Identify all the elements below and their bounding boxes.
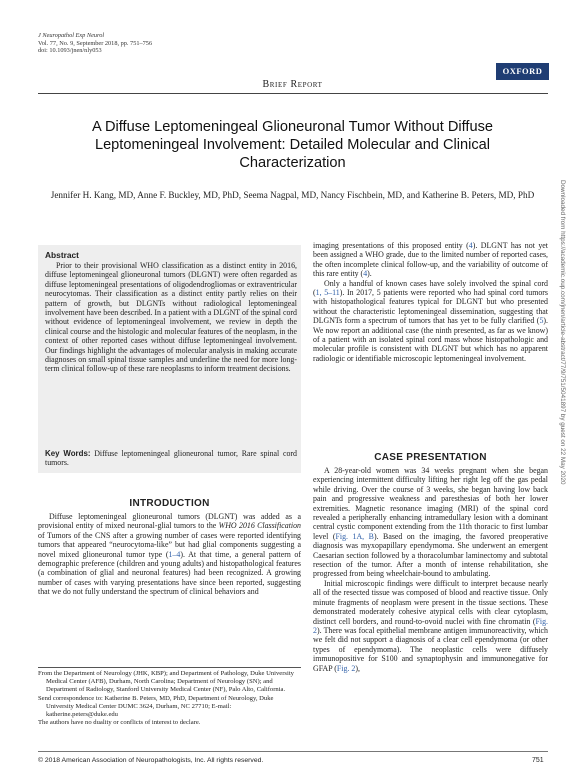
- header-rule: [38, 93, 548, 94]
- journal-doi: doi: 10.1093/jnen/nly053: [38, 47, 102, 55]
- journal-volume: Vol. 77, No. 9, September 2018, pp. 751–756: [38, 39, 153, 47]
- reference-link[interactable]: 1, 5–11: [315, 288, 340, 298]
- keywords: [45, 449, 297, 468]
- download-sidebar: [557, 180, 567, 610]
- case-presentation-text: [313, 466, 548, 673]
- reference-link[interactable]: 4: [468, 241, 473, 250]
- author-list: Jennifer H. Kang, MD, Anne F. Buckley, MD, PhD, Seema Nagpal, MD, Nancy Fischbein, MD, and Katherine B. Peters, MD, PhD: [50, 190, 535, 200]
- download-note: Downloaded from https://academic.oup.com/jnen/article-abstract/77/9/751/5041897 by guest on 22 May 2020: [559, 180, 566, 485]
- article-title: A Diffuse Leptomeningeal Glioneuronal Tumor Without Diffuse Leptomeningeal Involvement: Detailed Molecular and Clinical Characterization: [91, 119, 493, 171]
- case-paragraph-1: A 28-year-old women was 34 weeks pregnant when she began experiencing intermittent difficulty lifting her right leg off the gas pedal while driving. Over the course of 3 weeks, she began having low back pain and progressive weakness and paresthesias of both her lower extremities. Magnetic resonance imaging (MRI) of the spinal cord revealed a peripherally enhancing intramedullary lesion with a dominant central cystic component extending from the 11th thoracic to first lumbar level (Fig. 1A, B). Based on the imaging, the favored preoperative diagnosis was myxopapillary ependymoma. She underwent an emergent Caesarian section followed by a thoracolumbar laminectomy and subtotal resection of the tumor. After a month of intense rehabilitation, she progressed from being wheelchair-bound to ambulating.: [313, 466, 549, 579]
- figure-link[interactable]: Fig. 2: [336, 663, 356, 673]
- reference-link[interactable]: 5: [539, 316, 544, 326]
- journal-header: [38, 32, 152, 55]
- footer-rule: [38, 751, 548, 752]
- journal-name: J Neuropathol Exp Neurol: [38, 32, 105, 39]
- keywords-label: Key Words:: [45, 449, 91, 458]
- section-label: Brief Report: [262, 79, 323, 90]
- introduction-text: [38, 512, 301, 597]
- reference-link[interactable]: 1–4: [168, 549, 181, 559]
- figure-link[interactable]: Fig. 1A, B: [335, 531, 374, 541]
- case-paragraph-2: Initial microscopic findings were difficult to interpret because nearly all of the resected tissue was composed of blood and reactive tissue. Only minute fragments of neoplasm were present in the tissue sections. These demonstrated moderately cohesive atypical cells with clear cytoplasm, distinct cell borders, and round-to-ovoid nuclei with fine chromatin (Fig. 2). There was focal epithelial membrane antigen immunoreactivity, which we felt did not support a diagnosis of a clear cell ependymoma (or other types of ependymoma). The neoplastic cells were diffusely immunopositive for S100 and synaptophysin and immunonegative for GFAP (Fig. 2),: [313, 578, 548, 673]
- affiliation-note: From the Department of Neurology (JHK, KBP); and Department of Pathology, Duke University Medical Center (AFB), Durham, North Carolina; Department of Neurology (SN); and Department of Radiology, Stanford University Medical Center (NF), Palo Alto, California.: [38, 670, 294, 694]
- copyright: © 2018 American Association of Neuropathologists, Inc. All rights reserved.: [38, 757, 264, 764]
- keywords-text: Diffuse leptomeningeal glioneuronal tumor, Rare spinal cord tumors.: [45, 449, 297, 468]
- oxford-logo: OXFORD: [496, 63, 549, 80]
- continuation-paragraph: imaging presentations of this proposed entity (4). DLGNT has not yet been assigned a WHO grade, due to the limited number of reported cases, the often incomplete clinical follow-up, and the variability of outcome of this rare entity (4).: [313, 241, 548, 279]
- abstract-heading: Abstract: [45, 250, 79, 260]
- figure-link[interactable]: Fig. 2: [313, 616, 548, 635]
- footnote-rule: [38, 667, 301, 668]
- case-presentation-heading: CASE PRESENTATION: [374, 452, 487, 463]
- conflicts-note: The authors have no duality or conflicts of interest to declare.: [38, 719, 201, 727]
- page-number: 751: [532, 757, 544, 764]
- abstract-text: [45, 261, 297, 374]
- spinal-cord-paragraph: Only a handful of known cases have solely involved the spinal cord (1, 5–11). In 2017, 5 patients were reported who had spinal cord tumors with histopathological features typical for DLGNT but who presented without the characteristic leptomeningeal dissemination, suggesting that DLGNTs form a spectrum of tumors that has yet to be fully clarified (5). We now report an additional case (the ninth presented, as far as we know) of a patient with an isolated spinal cord mass whose histopathologic and molecular profile is consistent with DLGNT but which has no apparent radiologic or identifiable microscopic leptomeningeal involvement.: [313, 278, 548, 363]
- introduction-heading: INTRODUCTION: [129, 498, 210, 509]
- footnotes: [38, 670, 301, 727]
- right-column-text: [313, 241, 548, 363]
- correspondence-note: Send correspondence to: Katherine B. Peters, MD, PhD, Department of Neurology, Duke University Medical Center DUMC 3624, Durham, NC 27710; E-mail: katherine.peters@duke.edu: [38, 694, 274, 719]
- introduction-paragraph: Diffuse leptomeningeal glioneuronal tumors (DLGNT) was added as a provisional entity of mixed neuronal-glial tumors to the WHO 2016 Classification of Tumors of the CNS after a growing number of cases were reported identifying tumors that appeared “neurocytoma-like” but had glial components suggesting a novel mixed glioneuronal tumor type (1–4). At that time, a general pattern of demographic preference (children and young adults) and histopathological features (a combination of glial and neuronal features) had been recognized. A growing number of cases with varying presentations have since been reported, suggesting that we do not fully understand the spectrum of clinical behaviors and: [38, 512, 301, 597]
- reference-link[interactable]: 4: [363, 269, 368, 279]
- abstract-paragraph: Prior to their provisional WHO classification as a distinct entity in 2016, diffuse leptomeningeal glioneuronal tumors (DLGNT) were often regarded as diffuse leptomeningeal presentations of oligodendrogliomas or extraventricular neurocytomas. Their classification as a distinct entity partly relies on their pattern of growth, but DLGNTs without radiological leptomeningeal involvement have been described. In a patient with a DLGNT of the spinal cord without evidence of leptomeningeal involvement, we review in depth the clinical course and the histologic and molecular features of the neoplasm, in the context of other reported cases without diffuse leptomeningeal involvement. Our findings highlight the advantages of molecular analysis in making accurate diagnoses on small spinal tissue samples and underline the need for more long-term clinical follow-up of these rare neoplasms to inform treatment decisions.: [45, 261, 297, 374]
